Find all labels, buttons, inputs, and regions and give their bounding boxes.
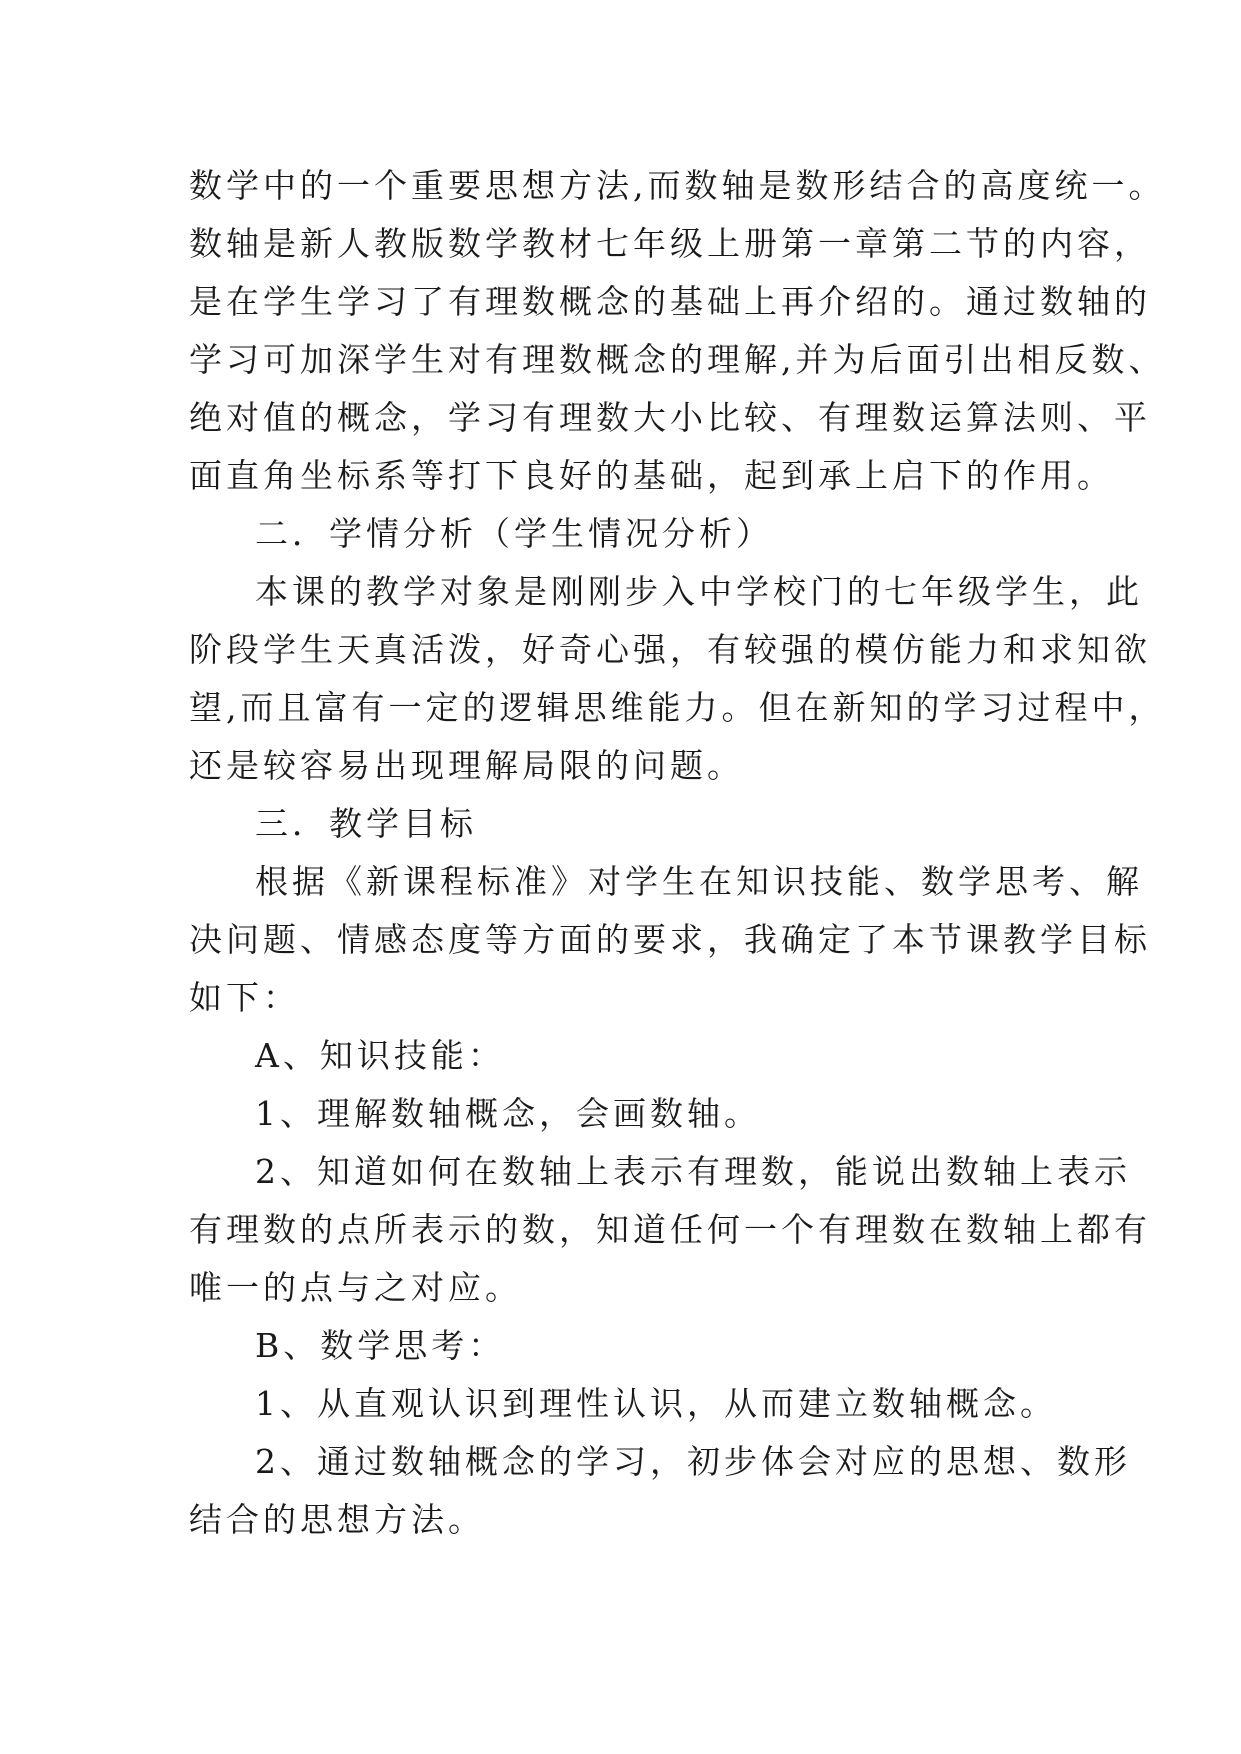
text-line: 如下： xyxy=(189,978,300,1017)
list-item: 1、理解数轴概念，会画数轴。 xyxy=(255,1094,761,1133)
list-item: 2、通过数轴概念的学习，初步体会对应的思想、数形 xyxy=(255,1442,1131,1481)
list-item: 2、知道如何在数轴上表示有理数，能说出数轴上表示 xyxy=(255,1152,1131,1191)
text-line: 唯一的点与之对应。 xyxy=(189,1268,522,1307)
text-line: 有理数的点所表示的数，知道任何一个有理数在数轴上都有 xyxy=(189,1210,1151,1249)
text-line: 还是较容易出现理解局限的问题。 xyxy=(189,746,744,785)
text-line: 绝对值的概念，学习有理数大小比较、有理数运算法则、平 xyxy=(189,398,1151,437)
text-line: 决问题、情感态度等方面的要求，我确定了本节课教学目标 xyxy=(189,920,1151,959)
section-heading: 二．学情分析（学生情况分析） xyxy=(255,514,773,553)
text-line: 阶段学生天真活泼，好奇心强，有较强的模仿能力和求知欲 xyxy=(189,630,1151,669)
text-line: 望,而且富有一定的逻辑思维能力。但在新知的学习过程中， xyxy=(189,688,1166,727)
text-line: 数轴是新人教版数学教材七年级上册第一章第二节的内容， xyxy=(189,224,1151,263)
text-line: 数学中的一个重要思想方法,而数轴是数形结合的高度统一。 xyxy=(189,166,1166,205)
text-line: 面直角坐标系等打下良好的基础，起到承上启下的作用。 xyxy=(189,456,1114,495)
text-line: 根据《新课程标准》对学生在知识技能、数学思考、解 xyxy=(255,862,1143,901)
text-line: 结合的思想方法。 xyxy=(189,1500,485,1539)
text-line: 是在学生学习了有理数概念的基础上再介绍的。通过数轴的 xyxy=(189,282,1151,321)
subsection-heading: B、数学思考： xyxy=(255,1326,506,1365)
text-line: 本课的教学对象是刚刚步入中学校门的七年级学生，此 xyxy=(255,572,1143,611)
text-line: 学习可加深学生对有理数概念的理解,并为后面引出相反数、 xyxy=(189,340,1166,379)
list-item: 1、从直观认识到理性认识，从而建立数轴概念。 xyxy=(255,1384,1057,1423)
section-heading: 三．教学目标 xyxy=(255,804,477,843)
subsection-heading: A、知识技能： xyxy=(255,1036,505,1075)
